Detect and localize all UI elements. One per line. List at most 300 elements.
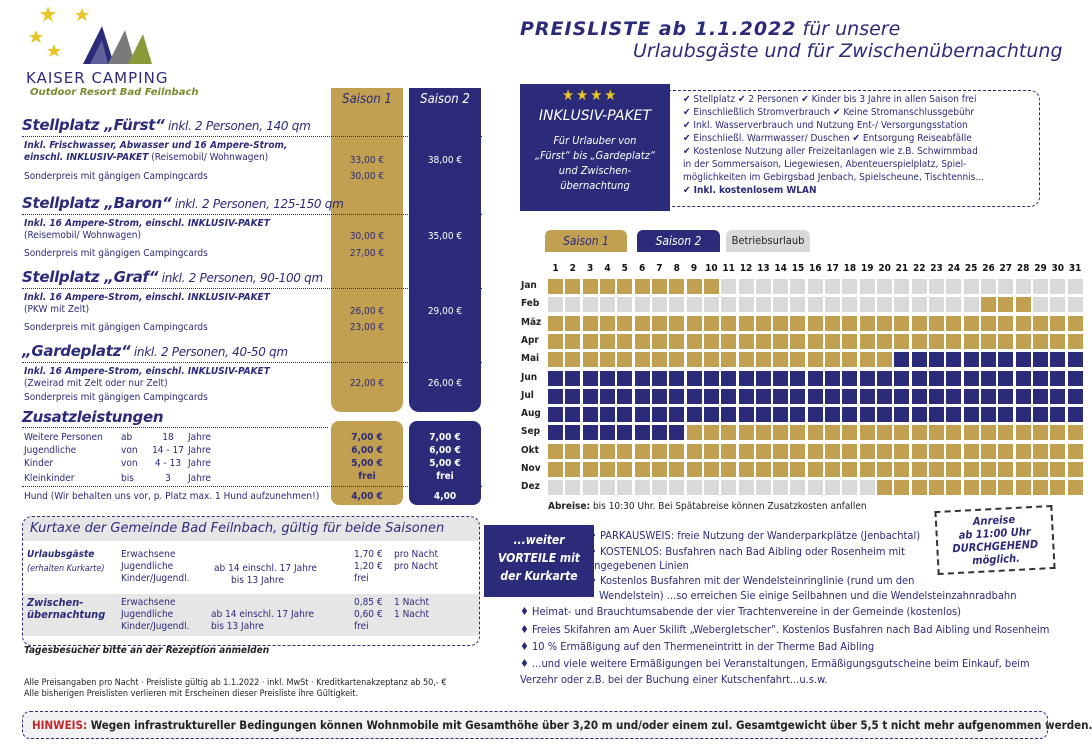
calendar-cell	[756, 444, 771, 459]
calendar-cell	[1033, 407, 1048, 422]
calendar-cell	[808, 279, 823, 294]
calendar-cell	[877, 425, 892, 440]
calendar-cell	[825, 316, 840, 331]
calendar-cell	[687, 371, 702, 386]
zusatz-unit: Jahre	[188, 473, 211, 484]
calendar-cell	[687, 462, 702, 477]
sonderpreis-label: Sonderpreis mit gängigen Campingcards	[24, 392, 208, 403]
calendar-cell	[1033, 480, 1048, 495]
kurtaxe-cell: ab 14 einschl. 17 Jahre	[211, 609, 314, 620]
stellplatz-fuerst-title	[22, 116, 310, 134]
calendar-cell	[842, 316, 857, 331]
desc-line: Inkl. 16 Ampere-Strom, einschl. INKLUSIV-PAKET	[24, 218, 270, 229]
stellplatz-name: „Gardeplatz“	[22, 342, 131, 360]
day-number: 3	[586, 263, 594, 274]
calendar-cell	[756, 352, 771, 367]
day-number: 5	[621, 263, 628, 274]
calendar-cell	[565, 297, 580, 312]
calendar-cell	[1050, 425, 1065, 440]
calendar-cell	[825, 444, 840, 459]
kurtaxe-cell: 0,85 €	[354, 597, 383, 608]
calendar-cell	[964, 371, 979, 386]
calendar-cell	[790, 462, 805, 477]
day-number: 24	[947, 263, 961, 274]
calendar-cell	[860, 389, 875, 404]
calendar-cell	[912, 297, 927, 312]
day-number: 23	[930, 263, 943, 274]
kurtaxe-cell: frei	[354, 573, 369, 584]
calendar-cell	[998, 480, 1013, 495]
day-number: 15	[791, 263, 805, 274]
vorteile-text: Wendelstein) ...so erreichen Sie einige Seilbahnen und die Wendelsteinzahnradbahn	[599, 589, 1017, 602]
calendar-cell	[877, 334, 892, 349]
calendar-cell	[756, 462, 771, 477]
calendar-cell	[721, 389, 736, 404]
calendar-cell	[912, 279, 927, 294]
calendar-cell	[669, 425, 684, 440]
calendar-cell	[565, 371, 580, 386]
calendar-cell	[998, 352, 1013, 367]
calendar-cell	[704, 444, 719, 459]
calendar-cell	[739, 444, 754, 459]
calendar-cell	[565, 316, 580, 331]
zusatz-price-s1: 6,00 €	[351, 445, 383, 456]
vorteile-item: ♦ Heimat- und Brauchtumsabende der vier Trachtenvereine in der Gemeinde (kostenlos)	[520, 605, 962, 618]
star-icons: ★★★★	[562, 86, 619, 104]
inklusiv-item: ✔ Stellplatz ✔ 2 Personen ✔ Kinder bis 3 Jahre in allen Saison frei	[683, 94, 977, 105]
calendar-cell	[808, 480, 823, 495]
calendar-cell	[790, 444, 805, 459]
calendar-cell	[877, 444, 892, 459]
calendar-cell	[773, 462, 788, 477]
inklusiv-sub-line: „Fürst“ bis „Gardeplatz“	[535, 149, 655, 162]
calendar-cell	[773, 316, 788, 331]
vorteile-item: ♦ Kostenlos Busfahren mit der Wendelsteinringlinie (rund um den	[588, 574, 915, 587]
calendar-cell	[548, 389, 563, 404]
zusatz-price-s2: 6,00 €	[429, 445, 461, 456]
calendar-cell	[790, 407, 805, 422]
calendar-cell	[1068, 334, 1083, 349]
month-label: Apr	[521, 334, 539, 346]
calendar-cell	[894, 334, 909, 349]
calendar-cell	[669, 297, 684, 312]
calendar-cell	[877, 371, 892, 386]
calendar-cell	[721, 425, 736, 440]
month-label: Mai	[521, 353, 540, 365]
calendar-cell	[739, 279, 754, 294]
zusatz-unit: Jahre	[188, 458, 211, 469]
calendar-cell	[894, 297, 909, 312]
zusatz-price-s1: 5,00 €	[351, 458, 383, 469]
calendar-cell	[790, 371, 805, 386]
kurtaxe-cell: 0,60 €	[354, 609, 383, 620]
calendar-cell	[617, 425, 632, 440]
calendar-cell	[929, 407, 944, 422]
kurtaxe-cell: Erwachsene	[121, 549, 176, 560]
price-season2: 26,00 €	[427, 378, 463, 389]
month-label: Jun	[521, 371, 538, 383]
calendar-cell	[687, 389, 702, 404]
calendar-cell	[790, 352, 805, 367]
calendar-cell	[721, 480, 736, 495]
calendar-cell	[825, 297, 840, 312]
calendar-cell	[548, 279, 563, 294]
vorteile-title-line: der Kurkarte	[500, 569, 578, 583]
page-title	[520, 18, 900, 40]
calendar-cell	[981, 425, 996, 440]
kurtaxe-col-b	[211, 609, 314, 621]
calendar-cell	[946, 462, 961, 477]
calendar-cell	[687, 352, 702, 367]
calendar-cell	[877, 389, 892, 404]
calendar-cell	[842, 444, 857, 459]
calendar-cell	[946, 352, 961, 367]
stellplatz-desc	[24, 140, 287, 164]
calendar-cell	[929, 425, 944, 440]
inklusiv-sub-line: Für Urlauber von	[553, 134, 637, 147]
price-season1: 30,00 €	[349, 231, 385, 242]
day-number: 6	[638, 263, 646, 274]
abreise-label: Abreise:	[548, 501, 591, 512]
calendar-cell	[583, 297, 598, 312]
calendar-cell	[1050, 462, 1065, 477]
calendar-cell	[773, 371, 788, 386]
kurtaxe-cell: pro Nacht	[394, 549, 438, 560]
calendar-cell	[842, 371, 857, 386]
zusatz-unit: Jahre	[188, 445, 211, 456]
calendar-cell	[929, 352, 944, 367]
footnote: Alle Preisangaben pro Nacht · Preisliste gültig ab 1.1.2022 · inkl. MwSt · Kreditkartenakzeptanz ab 50,- €	[24, 678, 447, 688]
calendar-cell	[652, 316, 667, 331]
calendar-cell	[635, 389, 650, 404]
calendar-cell	[739, 407, 754, 422]
calendar-cell	[565, 389, 580, 404]
calendar-cell	[600, 407, 615, 422]
calendar-cell	[825, 425, 840, 440]
day-number: 13	[757, 263, 770, 274]
calendar-cell	[617, 316, 632, 331]
inklusiv-item: in der Sommersaison, Liegewiesen, Abenteuerspielplatz, Spiel-	[683, 159, 967, 170]
calendar-cell	[946, 480, 961, 495]
legend-closed: Betriebsurlaub	[726, 230, 810, 252]
tagesbesucher-note: Tagesbesucher bitte an der Rezeption anmelden	[24, 645, 270, 656]
calendar-cell	[912, 407, 927, 422]
calendar-cell	[1050, 371, 1065, 386]
calendar-cell	[877, 279, 892, 294]
calendar-cell	[583, 425, 598, 440]
calendar-cell	[790, 316, 805, 331]
kurtaxe-cell: pro Nacht	[394, 561, 438, 572]
calendar-cell	[860, 444, 875, 459]
calendar-cell	[773, 334, 788, 349]
divider	[22, 362, 482, 363]
calendar-cell	[600, 316, 615, 331]
stellplatz-name: Stellplatz „Baron“	[22, 194, 172, 212]
calendar-cell	[704, 371, 719, 386]
calendar-cell	[894, 444, 909, 459]
kurtaxe-cell: ab 14 einschl. 17 Jahre	[214, 563, 317, 574]
calendar-cell	[652, 462, 667, 477]
calendar-cell	[1033, 297, 1048, 312]
calendar-cell	[548, 334, 563, 349]
calendar-cell	[548, 407, 563, 422]
calendar-cell	[600, 389, 615, 404]
calendar-cell	[1068, 297, 1083, 312]
calendar-cell	[964, 444, 979, 459]
zusatz-age: 4 - 13	[154, 458, 182, 469]
calendar-cell	[894, 279, 909, 294]
calendar-cell	[669, 371, 684, 386]
zusatz-price-s1: 7,00 €	[351, 432, 383, 443]
calendar-cell	[635, 371, 650, 386]
calendar-cell	[894, 389, 909, 404]
sonderpreis-label: Sonderpreis mit gängigen Campingcards	[24, 248, 208, 259]
kurtaxe-cell: Kinder/Jugendl.	[121, 573, 190, 584]
calendar-cell	[756, 279, 771, 294]
calendar-cell	[635, 279, 650, 294]
hinweis-label: HINWEIS:	[32, 718, 88, 732]
calendar-cell	[1033, 462, 1048, 477]
kurtaxe-col-c	[354, 549, 383, 585]
calendar-cell	[721, 297, 736, 312]
anreise-stamp	[934, 505, 1055, 575]
vorteile-text: Freies Skifahren am Auer Skilift „Webergletscher“. Kostenlos Busfahren nach Bad Aibling und Rosenheim	[532, 623, 1050, 636]
day-number: 18	[843, 263, 857, 274]
calendar-cell	[565, 352, 580, 367]
hinweis-text	[32, 718, 1092, 732]
desc-line: (Reisemobil/ Wohnwagen)	[24, 230, 141, 241]
calendar-cell	[1050, 316, 1065, 331]
calendar-cell	[998, 279, 1013, 294]
calendar-cell	[1068, 480, 1083, 495]
calendar-cell	[946, 334, 961, 349]
inklusiv-title: INKLUSIV-PAKET	[538, 108, 652, 124]
calendar-cell	[842, 462, 857, 477]
calendar-cell	[842, 297, 857, 312]
calendar-cell	[687, 297, 702, 312]
calendar-cell	[929, 480, 944, 495]
calendar-cell	[583, 480, 598, 495]
calendar-cell	[704, 316, 719, 331]
legend-season1: Saison 1	[545, 230, 627, 252]
calendar-cell	[1016, 407, 1031, 422]
kurtaxe-cell: frei	[354, 621, 369, 632]
price-season1: 33,00 €	[349, 155, 385, 166]
kurtaxe-group1: Urlaubsgäste	[27, 549, 95, 560]
calendar-cell	[600, 480, 615, 495]
calendar-cell	[1050, 407, 1065, 422]
calendar-cell	[790, 389, 805, 404]
calendar-cell	[825, 462, 840, 477]
calendar-cell	[617, 407, 632, 422]
calendar-cell	[1033, 316, 1048, 331]
calendar-cell	[860, 352, 875, 367]
page-subtitle: Urlaubsgäste und für Zwischenübernachtung	[633, 40, 1063, 62]
calendar-cell	[773, 279, 788, 294]
calendar-cell	[565, 444, 580, 459]
calendar-cell	[548, 352, 563, 367]
calendar-cell	[652, 371, 667, 386]
calendar-cell	[929, 371, 944, 386]
calendar-cell	[687, 407, 702, 422]
stellplatz-info: inkl. 2 Personen, 90-100 qm	[158, 271, 323, 285]
sonderpreis-value: 30,00 €	[349, 171, 385, 182]
calendar-cell	[998, 371, 1013, 386]
vorteile-item: ♦ PARKAUSWEIS: freie Nutzung der Wanderparkplätze (Jenbachtal)	[588, 529, 921, 542]
calendar-cell	[860, 297, 875, 312]
calendar-cell	[1068, 425, 1083, 440]
calendar-cell	[981, 316, 996, 331]
calendar-cell	[894, 316, 909, 331]
calendar-cell	[825, 371, 840, 386]
vorteile-title	[484, 531, 594, 585]
title-bold: PREISLISTE ab 1.1.2022	[520, 18, 797, 40]
kurtaxe-cell: 1 Nacht	[394, 597, 429, 608]
anreise-text	[937, 511, 1054, 569]
calendar-cell	[929, 316, 944, 331]
day-number: 21	[895, 263, 909, 274]
kurtaxe-cell: Erwachsene	[121, 597, 176, 608]
calendar-cell	[929, 444, 944, 459]
day-number: 22	[912, 263, 926, 274]
calendar-cell	[1016, 352, 1031, 367]
calendar-cell	[894, 371, 909, 386]
title-rest: für unsere	[796, 18, 901, 40]
calendar-cell	[635, 297, 650, 312]
day-number: 26	[982, 263, 995, 274]
calendar-cell	[739, 480, 754, 495]
calendar-cell	[808, 371, 823, 386]
calendar-cell	[929, 462, 944, 477]
calendar-cell	[704, 407, 719, 422]
kurtaxe-group2-a: Zwischen-	[27, 596, 84, 609]
day-number: 10	[705, 263, 718, 274]
calendar-cell	[669, 480, 684, 495]
calendar-cell	[808, 334, 823, 349]
day-number: 27	[999, 263, 1013, 274]
vorteile-text: angegebenen Linien	[588, 559, 689, 572]
calendar-cell	[739, 297, 754, 312]
footnotes	[24, 678, 447, 700]
kurtaxe-cell: 1 Nacht	[394, 609, 429, 620]
divider	[22, 214, 482, 215]
calendar-cell	[1068, 352, 1083, 367]
sonderpreis-value: 23,00 €	[349, 322, 385, 333]
inklusiv-item: ✔ Inkl. kostenlosem WLAN	[683, 185, 817, 196]
kurtaxe-cell: Kinder/Jugendl.	[121, 621, 190, 632]
calendar-cell	[808, 444, 823, 459]
calendar-cell	[860, 425, 875, 440]
calendar-cell	[687, 480, 702, 495]
calendar-cell	[912, 352, 927, 367]
season1-header: Saison 1	[342, 92, 392, 107]
calendar-cell	[635, 352, 650, 367]
kurtaxe-cell: bis 13 Jahre	[211, 621, 264, 632]
calendar-cell	[790, 425, 805, 440]
calendar-cell	[583, 334, 598, 349]
calendar-cell	[842, 279, 857, 294]
divider	[22, 486, 482, 487]
calendar-cell	[998, 444, 1013, 459]
stellplatz-info: inkl. 2 Personen, 140 qm	[164, 119, 311, 133]
calendar-cell	[635, 425, 650, 440]
hinweis-body: Wegen infrastruktureller Bedingungen können Wohnmobile mit Gesamthöhe über 3,20 m und/oder einem zul. Gesamtgewicht über 5,5 t nicht mehr aufgenommen werden.	[87, 718, 1092, 732]
calendar-cell	[669, 279, 684, 294]
calendar-cell	[998, 407, 1013, 422]
calendar-cell	[687, 425, 702, 440]
stellplatz-baron-title	[22, 194, 343, 212]
calendar-cell	[583, 316, 598, 331]
calendar-cell	[704, 462, 719, 477]
zusatz-price-s1: frei	[358, 471, 376, 482]
calendar-cell	[808, 407, 823, 422]
calendar-cell	[877, 462, 892, 477]
day-number: 12	[739, 263, 753, 274]
kurtaxe-cell: Jugendliche	[121, 609, 174, 620]
calendar-cell	[981, 389, 996, 404]
calendar-cell	[617, 352, 632, 367]
calendar-cell	[600, 279, 615, 294]
calendar-cell	[808, 389, 823, 404]
calendar-cell	[912, 444, 927, 459]
calendar-cell	[704, 480, 719, 495]
calendar-cell	[981, 444, 996, 459]
calendar-cell	[1050, 352, 1065, 367]
calendar-cell	[669, 316, 684, 331]
anreise-line: DURCHGEHEND	[952, 537, 1039, 556]
calendar-cell	[981, 297, 996, 312]
calendar-cell	[583, 444, 598, 459]
zusatz-age: 3	[165, 473, 171, 484]
calendar-cell	[929, 279, 944, 294]
zusatz-price-s2: 7,00 €	[429, 432, 461, 443]
calendar-cell	[981, 480, 996, 495]
calendar-cell	[773, 407, 788, 422]
calendar-cell	[1016, 444, 1031, 459]
zusatz-price-s2: frei	[436, 471, 454, 482]
footnote: Alle bisherigen Preislisten verlieren mit Erscheinen dieser Preisliste ihre Gültigkeit.	[24, 689, 359, 699]
zusatz-pre: von	[121, 458, 138, 469]
calendar-cell	[1050, 334, 1065, 349]
inklusiv-list	[683, 93, 984, 197]
calendar-cell	[981, 352, 996, 367]
calendar-cell	[1050, 480, 1065, 495]
price-season2: 38,00 €	[427, 155, 463, 166]
calendar-cell	[860, 334, 875, 349]
calendar-cell	[773, 297, 788, 312]
calendar-cell	[842, 480, 857, 495]
calendar-cell	[1033, 352, 1048, 367]
calendar-cell	[583, 371, 598, 386]
calendar-cell	[946, 316, 961, 331]
calendar-cell	[617, 371, 632, 386]
calendar-cell	[635, 316, 650, 331]
calendar-cell	[842, 352, 857, 367]
calendar-cell	[1033, 389, 1048, 404]
zusatz-who: Weitere Personen	[24, 432, 103, 443]
day-number: 14	[774, 263, 787, 274]
calendar-cell	[1016, 316, 1031, 331]
inklusiv-subtitle	[520, 133, 670, 193]
calendar-cell	[548, 425, 563, 440]
calendar-cell	[964, 334, 979, 349]
calendar-cell	[964, 316, 979, 331]
calendar-cell	[687, 334, 702, 349]
kurtaxe-col-b	[211, 621, 264, 633]
calendar-cell	[877, 297, 892, 312]
vorteile-item: ♦ ...und viele weitere Ermäßigungen bei Veranstaltungen, Ermäßigungsgutscheine beim Einkauf, beim	[520, 657, 1030, 670]
month-label: Mäz	[521, 316, 542, 328]
